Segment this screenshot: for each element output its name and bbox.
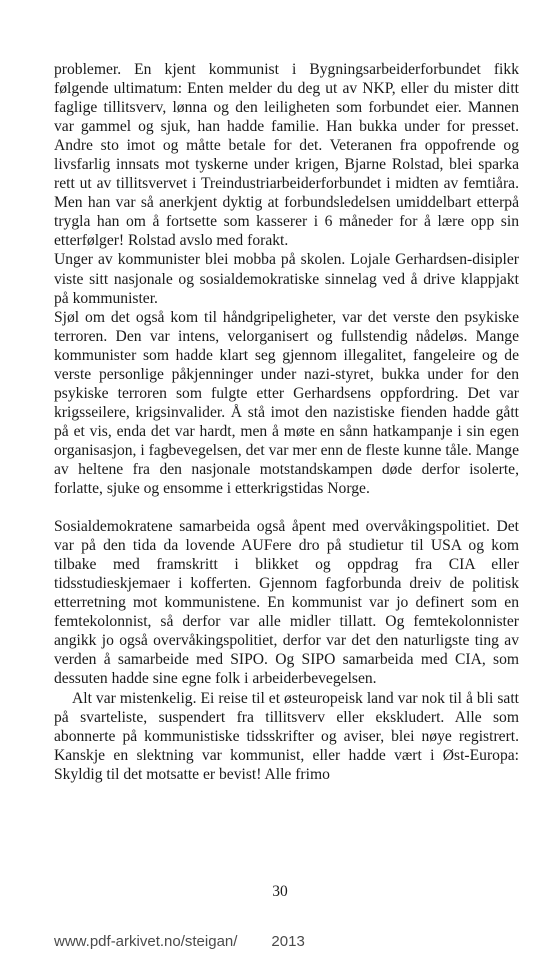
page-number: 30 (272, 883, 288, 900)
paragraph-3: Sjøl om det også kom til håndgripeligheter, var det verste den psykiske terroren. Den var intens, velorganisert og fullstendig nådeløs. Mange kommunister som hadde klart seg gjennom illegalitet, fangeleire og de verste personlige påkjenninger under nazi-styret, bukka under for den psykiske terroren som fulgte etter Gerhardsens oppfordring. Det var krigsseilere, krigsinvalider. Å stå imot den nazistiske fienden hadde gått på et vis, enda det var hardt, men å møte en sånn hatkampanje i sin egen organisasjon, i fagbevegelsen, det var mer enn de fleste kunne tåle. Mange av heltene fra den nasjonale motstandskampen døde derfor isolerte, forlatte, sjuke og ensomme i etterkrigstidas Norge. (54, 308, 519, 498)
body-text (54, 60, 519, 784)
footer-watermark (54, 933, 514, 950)
paragraph-1: problemer. En kjent kommunist i Bygningsarbeiderforbundet fikk følgende ultimatum: Enten melder du deg ut av NKP, eller du mister ditt faglige tillitsverv, lønna og den leiligheten som forbundet eier. Mannen var gammel og sjuk, han hadde familie. Han bukka under for presset. Andre sto imot og måtte betale for det. Veteranen fra oppofrende og livsfarlig innsats mot tyskerne under krigen, Bjarne Rolstad, blei sparka rett ut av tillitsvervet i Treindustriarbeiderforbundet i midten av femtiåra. Men han var så anerkjent dyktig at forbundsledelsen umiddelbart etterpå trygla han om å fortsette som kasserer i 6 måneder for å lære opp sin etterfølger! Rolstad avslo med forakt. (54, 61, 519, 250)
footer-year: 2013 (271, 933, 305, 950)
paragraph-4: Sosialdemokratene samarbeida også åpent med overvåkingspolitiet. Det var på den tida da lovende AUFere dro på studietur til USA og kom tilbake med framskritt i blikket og oppdrag fra CIA eller tidsstudieskjemaer i kofferten. Gjennom fagforbunda dreiv de politisk etterretning mot kommunistene. En kommunist var jo definert som en femtekolonnist, så derfor var alle midler tillatt. Og femtekolonnister angikk jo også overvåkingspolitiet, derfor var det den naturligste ting av verden å samarbeide med SIPO. Og SIPO samarbeida med CIA, som dessuten hadde sine egne folk i arbeiderbevegelsen. (54, 518, 519, 688)
paragraph-5: Alt var mistenkelig. Ei reise til et østeuropeisk land var nok til å bli satt på svarteliste, suspendert fra tillitsverv eller ekskludert. Alle som abonnerte på kommunistiske tidsskrifter og aviser, blei nøye registrert. Kanskje en slektning var kommunist, eller hadde vært i Øst-Europa: Skyldig til det motsatte er bevist! Alle frimo (54, 689, 519, 783)
footer-url: www.pdf-arkivet.no/steigan/ (54, 933, 238, 950)
paragraph-2: Unger av kommunister blei mobba på skolen. Lojale Gerhardsen-disipler viste sitt nasjonale og sosialdemokratiske sinnelag ved å drive klappjakt på kommunister. (54, 251, 519, 307)
